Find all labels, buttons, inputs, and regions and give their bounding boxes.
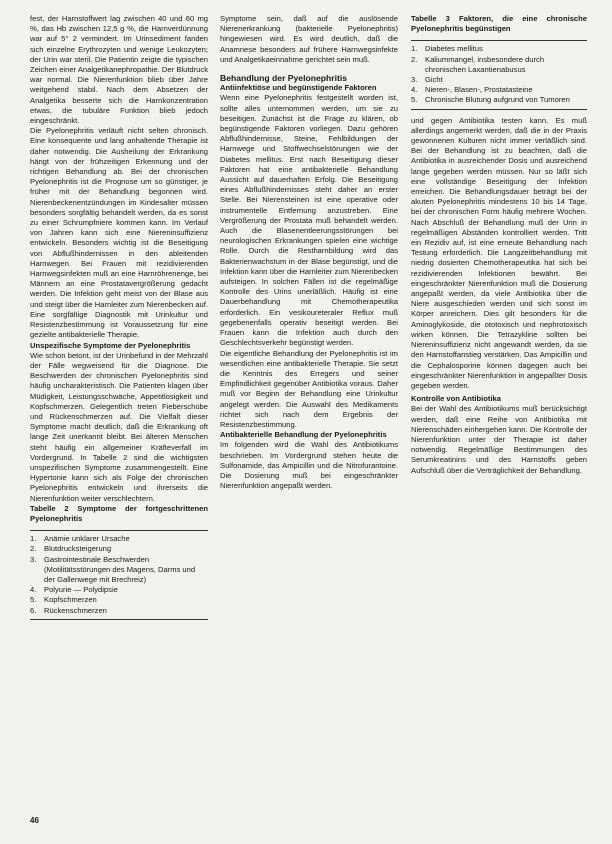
row-number: 3. bbox=[30, 554, 37, 564]
row-text: Anämie unklarer Ursache bbox=[44, 534, 130, 544]
text-column-middle bbox=[220, 14, 398, 491]
row-number: 5. bbox=[411, 95, 418, 105]
table-row bbox=[30, 534, 208, 544]
row-text: Rückenschmerzen bbox=[44, 605, 107, 615]
row-text: Kopfschmerzen bbox=[44, 595, 97, 605]
row-text: Gastrointestinale Beschwerden (Motilitätsstörungen des Magens, Darms und der Gallenwege mit Brechreiz) bbox=[44, 554, 196, 584]
factors-table bbox=[411, 40, 587, 109]
row-number: 2. bbox=[411, 54, 418, 64]
table-title: Tabelle 2 Symptome der fortgeschrittenen Pyelonephritis bbox=[30, 503, 208, 523]
row-number: 4. bbox=[411, 85, 418, 95]
row-number: 4. bbox=[30, 585, 37, 595]
symptoms-table bbox=[30, 530, 208, 620]
paragraph: Bei der Wahl des Antibiotikums muß berücksichtigt werden, daß eine Reihe von Antibiotika mit Nierenschäden einhergehen kann. Die Kontrolle der Nierenfunktion unter der Therapie ist daher notwendig. Regelmäßige Bestimmungen des Serumkreatinins und des Harnstoffs geben Aufschluß über die Verträglichkeit der Behandlung. bbox=[411, 404, 587, 475]
table-title: Tabelle 3 Faktoren, die eine chronische Pyelonephritis begünstigen bbox=[411, 14, 587, 34]
row-text: Blutdrucksteigerung bbox=[44, 544, 112, 554]
row-text: Gicht bbox=[425, 75, 443, 85]
row-number: 3. bbox=[411, 75, 418, 85]
paragraph: Im folgenden wird die Wahl des Antibiotikums beschrieben. Im Vordergrund stehen heute die Sulfonamide, das Ampicillin und die Nitrofurantoine. Die Dosierung muß bei eingeschränkter Nierenfunktion angepaßt werden. bbox=[220, 440, 398, 491]
table-row bbox=[30, 544, 208, 554]
section-heading: Kontrolle von Antibiotika bbox=[411, 394, 501, 404]
subsection-heading: Antibakterielle Behandlung der Pyelonephritis bbox=[220, 430, 387, 440]
table-row bbox=[30, 585, 208, 595]
row-text: Nieren-, Blasen-, Prostatasteine bbox=[425, 85, 533, 95]
table-row bbox=[411, 85, 587, 95]
page-number: 46 bbox=[30, 816, 39, 825]
table-row bbox=[411, 44, 587, 54]
row-text: Kaliummangel, insbesondere durch chronischen Laxantienabusus bbox=[425, 54, 545, 74]
paragraph: und gegen Antibiotika testen kann. Es muß allerdings angemerkt werden, daß die in der Praxis gewonnenen Kulturen nicht immer verläßlich sind. Bei der Behandlung ist zu beachten, daß die Antibiotika in ausreichender Dosis und ausreichend lange gegeben werden müssen. Nur so läßt sich eine vollständige Beseitigung der Infektion erreichen. Die Behandlungsdauer beträgt bei der akuten Pyelonephritis mindestens 10 bis 14 Tage, bei der chronischen Form häufig mehrere Wochen. Nach Abschluß der Behandlung muß der Urin in regelmäßigen Abständen kontrolliert werden. Tritt ein Rezidiv auf, ist eine erneute Behandlung nach Testung erforderlich. Die Langzeitbehandlung mit niedrig dosierten Chemotherapeutika hat sich bei rezidivierenden Infektionen bewährt. Bei eingeschränkter Nierenfunktion muß die Dosierung angepaßt werden, da viele Antibiotika über die Niere ausgeschieden werden und sich sonst im Körper anreichern. Dies gilt besonders für die Aminoglykoside, die ototoxisch und nephrotoxisch wirken können. Die Tetrazykline sollten bei Niereninsuffizienz nicht angewandt werden, da sie den Harnstoffanstieg verstärken. Das Ampicillin und die Cephalosporine können dagegen auch bei eingeschränkter Nierenfunktion in angepaßter Dosis gegeben werden. bbox=[411, 115, 587, 390]
paragraph: Wie schon betont, ist der Urinbefund in der Mehrzahl der Fälle wegweisend für die Diagnose. Die Beschwerden der chronischen Pyelonephritis sind häufig uncharakteristisch. Die Patienten klagen über Müdigkeit, Leistungsschwäche, Appetitlosigkeit und Kopfschmerzen. Gelegentlich treten Fieberschübe und Rückenschmerzen auf. Die Vielfalt dieser Symptome macht deutlich, daß die Erkrankung oft lange Zeit unerkannt bleibt. Bei älteren Menschen steht häufig ein allgemeiner Kräfteverfall im Vordergrund. In Tabelle 2 sind die wichtigsten unspezifischen Symptome zusammengestellt. Eine Hypertonie kann sich als Folge der chronischen Pyelonephritis entwickeln und ihrerseits die Nierenfunktion weiter verschlechtern. bbox=[30, 350, 208, 503]
paragraph: Symptome sein, daß auf die auslösende Nierenerkrankung (bakterielle Pyelonephritis) hingewiesen wird. Es wird deutlich, daß die Anamnese besonders auf frühere Harnwegsinfekte und Analgetikaeinnahme gerichtet sein muß. bbox=[220, 14, 398, 64]
subsection-heading: Antiinfektiöse und begünstigende Faktoren bbox=[220, 83, 377, 93]
section-heading: Unspezifische Symptome der Pyelonephritis bbox=[30, 340, 191, 350]
paragraph: fest, der Harnstoffwert lag zwischen 40 und 60 mg %, das Hb zwischen 12,5 g %, die Harnverdünnung war auf 5° 2 vermindert. Im Urinsediment fanden sich einzelne Erythrozyten und wenige Leukozyten; der Urin war steril. Die Patientin zeigte die typischen Zeichen einer Analgetikanephropathie. Der Blutdruck war normal. Die Nierenfunktion blieb über Jahre weitgehend stabil. Nach dem Absetzen der Analgetika besserte sich die Harnkonzentration etwas, die tubuläre Funktion blieb jedoch eingeschränkt. bbox=[30, 14, 208, 126]
paragraph: Die eigentliche Behandlung der Pyelonephritis ist im wesentlichen eine antibakterielle Therapie. Sie setzt die Kenntnis des Erregers und seiner Empfindlichkeit gegenüber Antibiotika voraus. Daher muß vor Beginn der Behandlung eine Urinkultur angelegt werden. Die Auswahl des Medikaments richtet sich nach dem Ergebnis der Resistenzbestimmung. bbox=[220, 348, 398, 429]
table-row bbox=[30, 606, 208, 616]
text-column-left bbox=[30, 14, 208, 620]
paragraph: Wenn eine Pyelonephritis festgestellt worden ist, sollte alles unternommen werden, um sie zu beseitigen. Zunächst ist die Frage zu klären, ob begünstigende Faktoren vorliegen. Dazu gehören Abflußhindernisse, Steine, Fehlbildungen der Harnwege und Stoffwechselstörungen wie der Diabetes mellitus. Erst nach Beseitigung dieser Faktoren hat eine antibakterielle Behandlung Aussicht auf dauerhaften Erfolg. Die Beseitigung eines Abflußhindernisses steht daher an erster Stelle. Bei Nierensteinen ist eine operative oder instrumentelle Entfernung anzustreben. Eine Vergrößerung der Prostata muß behandelt werden. Auch die Blasenentleerungsstörungen bei neurologischen Erkrankungen spielen eine wichtige Rolle. Durch die Restharnbildung wird das Bakterienwachstum in der Blase begünstigt, und die Infektion kann über die Harnleiter zum Nierenbecken aufsteigen. In solchen Fällen ist die regelmäßige Kontrolle des Urins unerläßlich. Häufig ist eine Dauerbehandlung mit Chemotherapeutika erforderlich. Ein vesikoureteraler Reflux muß gegebenenfalls operativ beseitigt werden. Bei Frauen kann die Infektion auch durch den Geschlechtsverkehr begünstigt werden. bbox=[220, 93, 398, 348]
table-row bbox=[411, 75, 587, 85]
row-text: Polyurie — Polydipsie bbox=[44, 585, 118, 595]
table-row bbox=[411, 55, 587, 75]
row-text: Diabetes mellitus bbox=[425, 44, 483, 54]
text-column-right bbox=[411, 14, 587, 476]
paragraph: Die Pyelonephritis verläuft nicht selten chronisch. Eine konsequente und lang anhaltende Therapie ist daher notwendig. Die Ausheilung der Erkrankung hängt von der frühzeitigen Erkennung und der richtigen Behandlung ab. Bei der chronischen Pyelonephritis ist die Prognose um so günstiger, je früher mit der Behandlung begonnen wird. Nierenbeckenentzündungen im Kindesalter müssen besonders sorgfältig behandelt werden, da es sonst zu einer Schrumpfniere kommen kann. Im Verlauf von Jahren kann sich eine Niereninsuffizienz entwickeln. Besonders wichtig ist die Beseitigung von Abflußhindernissen in den ableitenden Harnwegen. Bei Frauen mit rezidivierenden Harnwegsinfekten muß an eine Harnröhrenenge, bei Männern an eine Prostatavergrößerung gedacht werden. Die Infektion geht meist von der Blase aus und steigt über die Harnleiter zum Nierenbecken auf. Eine sorgfältige Diagnostik mit Urinkultur und Resistenzbestimmung ist Voraussetzung für eine gezielte antibakterielle Therapie. bbox=[30, 126, 208, 340]
table-row bbox=[411, 95, 587, 105]
row-number: 1. bbox=[411, 44, 418, 54]
row-number: 5. bbox=[30, 595, 37, 605]
row-text: Chronische Blutung aufgrund von Tumoren bbox=[425, 95, 570, 105]
row-number: 2. bbox=[30, 544, 37, 554]
table-row bbox=[30, 595, 208, 605]
section-heading: Behandlung der Pyelonephritis bbox=[220, 73, 348, 84]
table-row bbox=[30, 555, 208, 586]
row-number: 1. bbox=[30, 534, 37, 544]
row-number: 6. bbox=[30, 605, 37, 615]
